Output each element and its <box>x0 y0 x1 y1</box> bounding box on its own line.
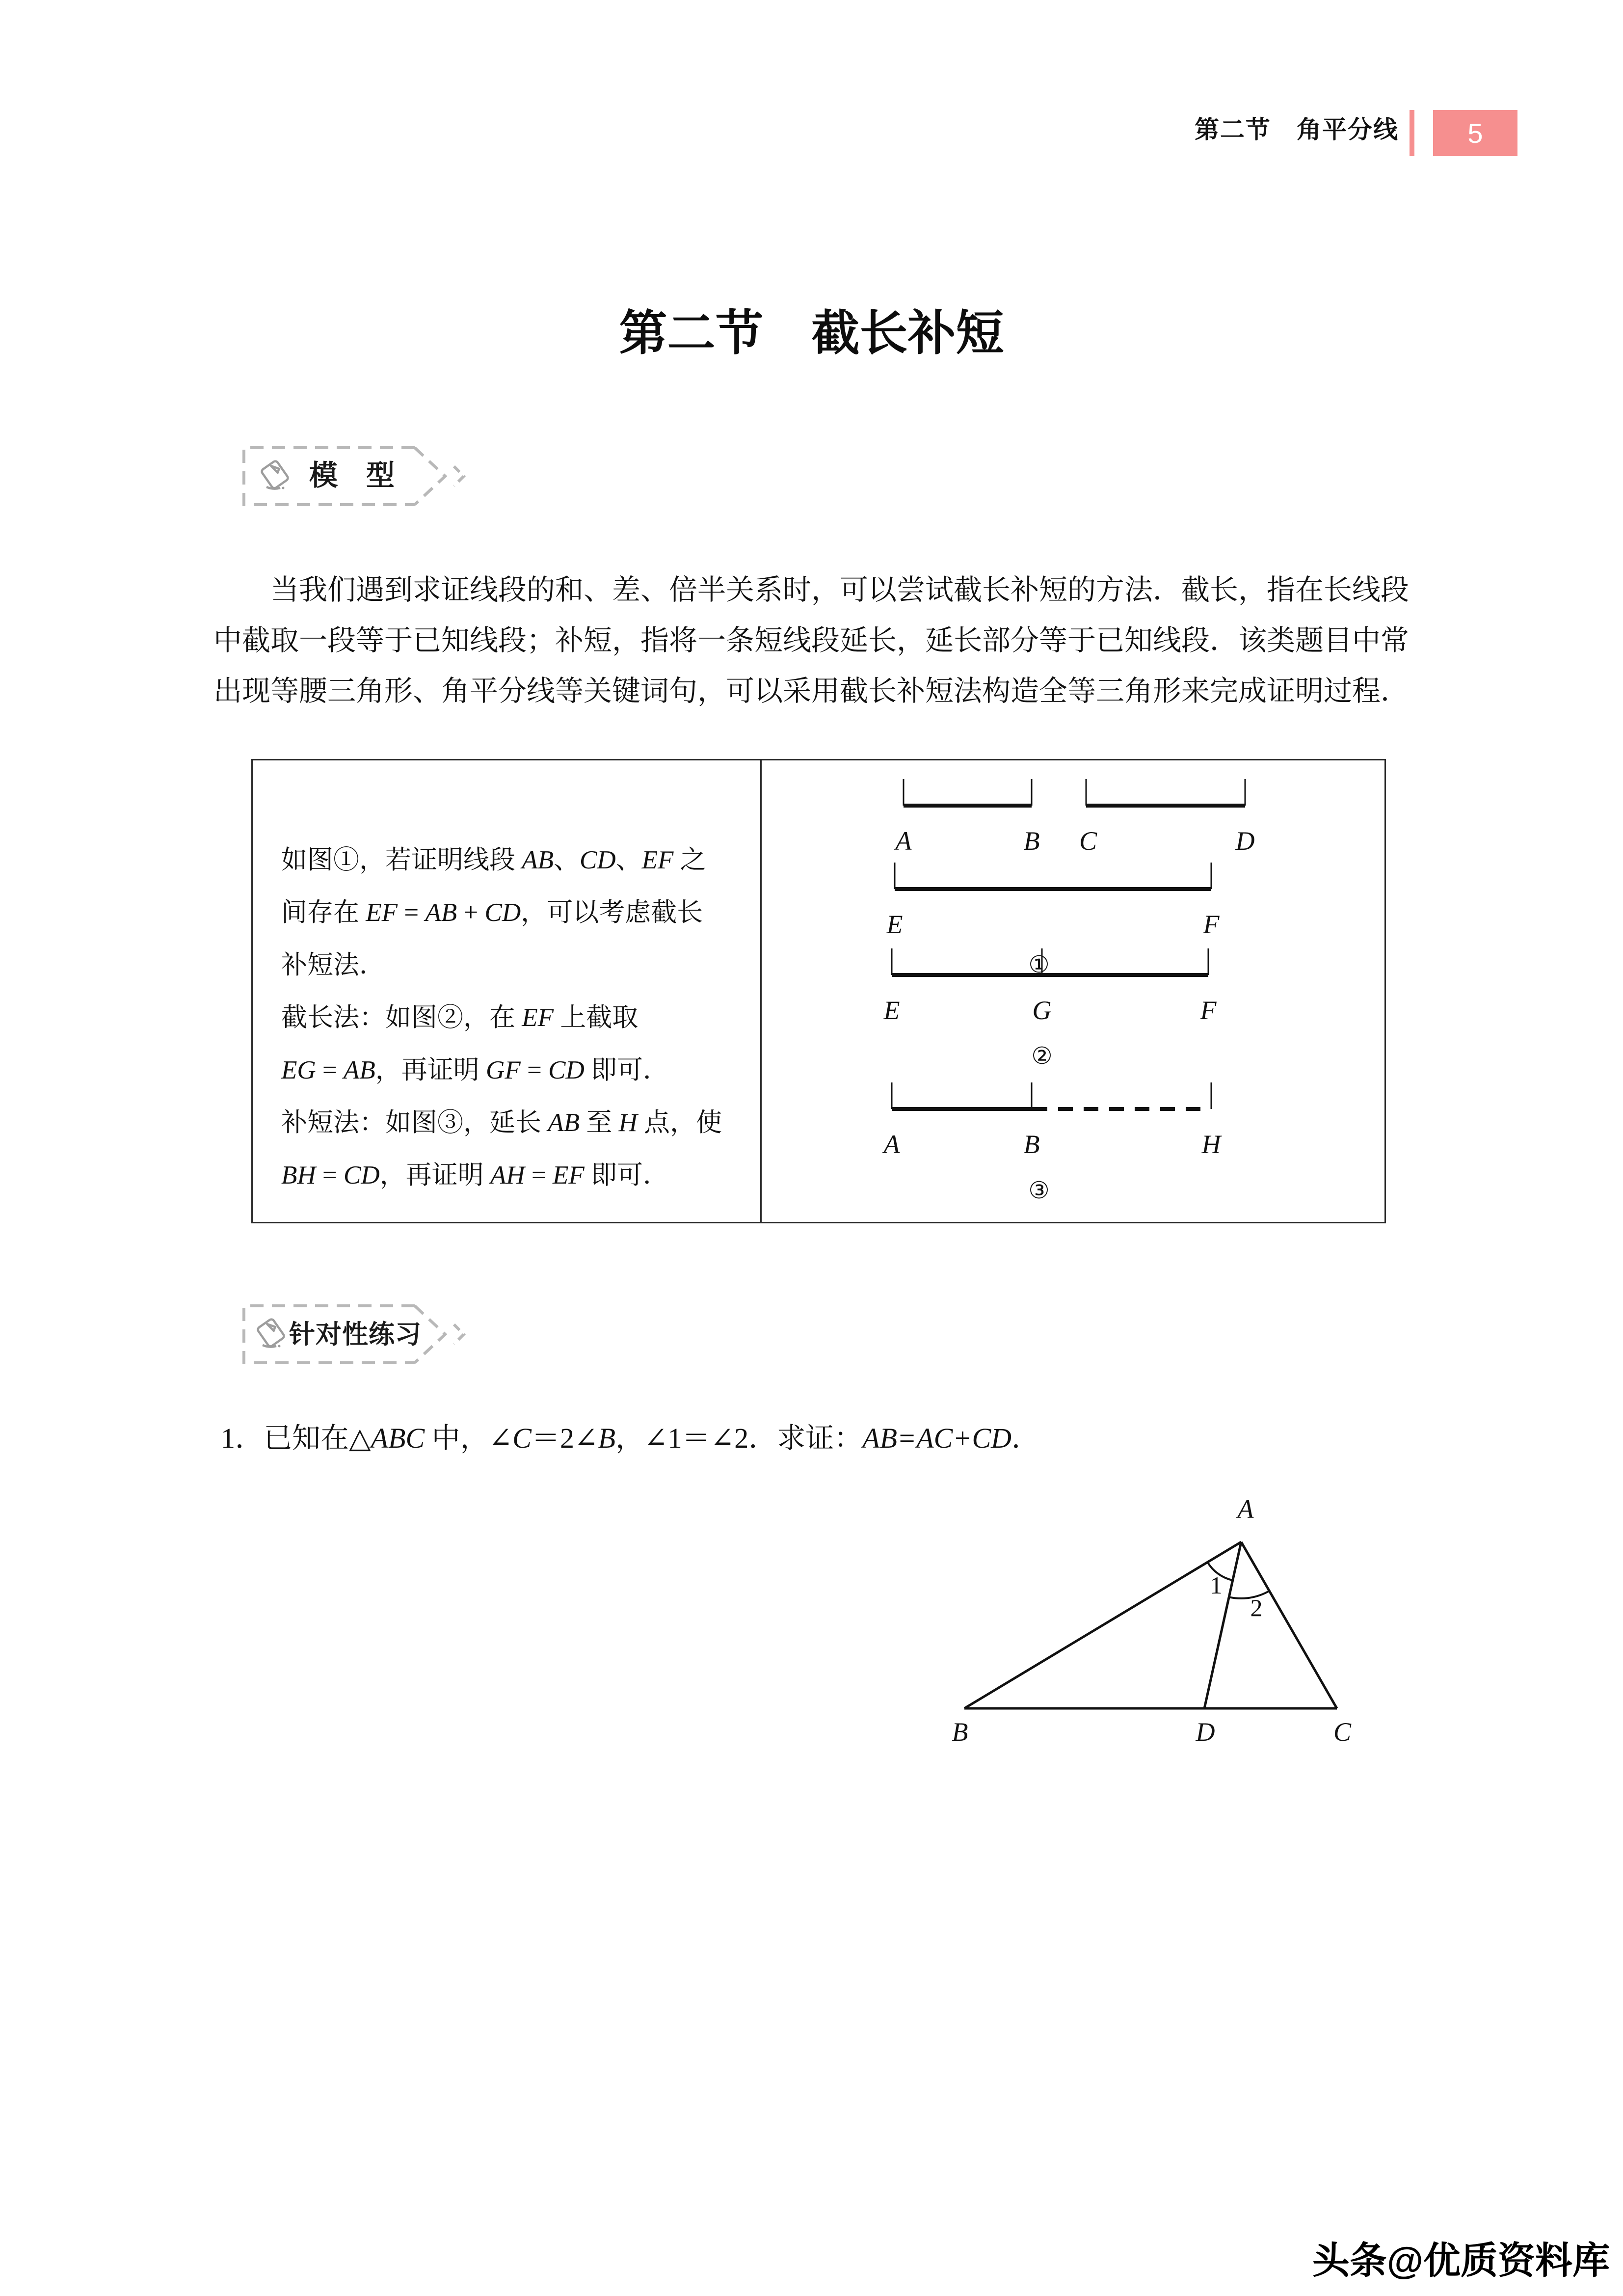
fig1-label-E: E <box>886 910 903 939</box>
triangle-label-B: B <box>952 1717 968 1747</box>
model-box-line: 补短法． <box>281 951 385 979</box>
figure-3-segment <box>892 1082 1211 1109</box>
fig2-label-E: E <box>883 996 900 1025</box>
fig2-label-G: G <box>1032 996 1052 1025</box>
practice-section-badge <box>242 1304 517 1365</box>
model-section-badge <box>242 446 517 507</box>
header-section-label: 第二节 角平分线 <box>1195 116 1399 143</box>
model-badge-label: 模 型 <box>309 459 395 491</box>
intro-paragraph: 当我们遇到求证线段的和、差、倍半关系时，可以尝试截长补短的方法．截长，指在长线段中截取一段等于已知线段；补短，指将一条短线段延长，延长部分等于已知线段．该类题目中常出现等腰三角形、角平分线等关键词句，可以采用截长补短法构造全等三角形来完成证明过程． <box>213 574 1410 707</box>
problem-1-text: 1．已知在△ABC 中，∠C＝2∠B，∠1＝∠2．求证：AB=AC+CD． <box>221 1422 1040 1454</box>
fig1-label-A: A <box>895 826 912 856</box>
figure-1-EF-segment <box>895 863 1211 889</box>
page-number: 5 <box>1467 117 1483 149</box>
fig1-label-B: B <box>1023 826 1040 856</box>
watermark: 头条@优质资料库 <box>1312 2240 1610 2282</box>
triangle-label-C: C <box>1333 1717 1352 1747</box>
figure-2-segment <box>892 948 1208 975</box>
page-number-badge <box>1433 110 1517 156</box>
fig1-label-F: F <box>1203 910 1220 939</box>
header-accent-bar <box>1410 110 1414 156</box>
model-box <box>251 759 1386 1223</box>
page-title: 第二节 截长补短 <box>619 306 1004 360</box>
triangle-angle-2: 2 <box>1250 1594 1263 1621</box>
fig3-label-A: A <box>883 1130 900 1159</box>
triangle-label-D: D <box>1196 1717 1215 1747</box>
model-box-line: BH = CD，再证明 AH = EF 即可． <box>281 1161 669 1189</box>
notebook-icon <box>255 1317 290 1352</box>
model-box-text <box>281 834 722 1202</box>
model-box-line: 如图①，若证明线段 AB、CD、EF 之 <box>281 846 706 874</box>
model-box-line: 补短法：如图③，延长 AB 至 H 点，使 <box>281 1108 722 1137</box>
fig2-label-F: F <box>1200 996 1217 1025</box>
fig3-label-B: B <box>1023 1130 1040 1159</box>
figure-1-segments <box>904 779 1245 806</box>
practice-badge-label: 针对性练习 <box>289 1320 422 1349</box>
fig1-label-C: C <box>1079 826 1097 856</box>
fig1-label-D: D <box>1235 826 1255 856</box>
model-box-line: EG = AB，再证明 GF = CD 即可． <box>281 1056 669 1084</box>
fig2-number: ② <box>1031 1042 1053 1070</box>
segment-diagrams <box>762 760 1386 1222</box>
problem-1-triangle-figure <box>928 1487 1394 1762</box>
model-box-line: 截长法：如图②，在 EF 上截取 <box>281 1003 639 1032</box>
fig3-number: ③ <box>1028 1177 1050 1204</box>
triangle-angle-1: 1 <box>1210 1571 1223 1599</box>
fig3-label-H: H <box>1201 1130 1221 1159</box>
triangle-label-A: A <box>1237 1494 1254 1524</box>
model-box-line: 间存在 EF = AB + CD，可以考虑截长 <box>281 898 703 927</box>
fig1-number: ① <box>1028 951 1050 978</box>
notebook-icon <box>259 459 294 494</box>
